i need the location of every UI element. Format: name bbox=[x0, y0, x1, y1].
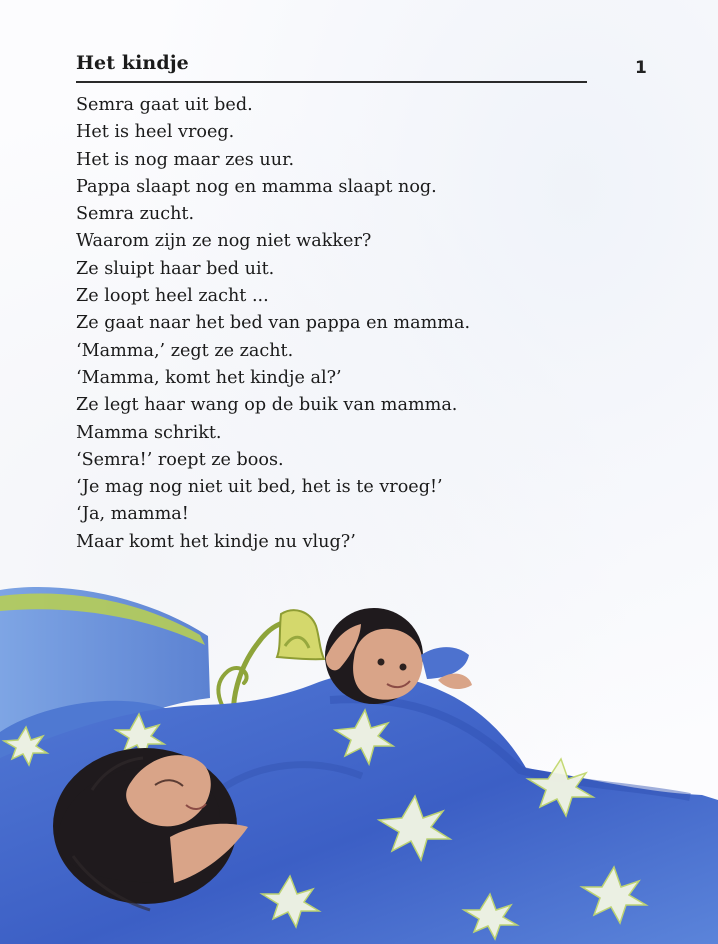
bedroom-illustration bbox=[0, 580, 718, 944]
story-line: ‘Je mag nog niet uit bed, het is te vroeg!’ bbox=[76, 477, 443, 498]
child-sleeve bbox=[421, 647, 469, 679]
story-line: ‘Semra!’ roept ze boos. bbox=[76, 449, 284, 470]
story-line: Pappa slaapt nog en mamma slaapt nog. bbox=[76, 176, 437, 197]
title-rule bbox=[76, 81, 587, 83]
story-line: Maar komt het kindje nu vlug?’ bbox=[76, 531, 356, 552]
page-number: 1 bbox=[635, 58, 647, 78]
story-line: Het is nog maar zes uur. bbox=[76, 149, 295, 170]
child-face bbox=[353, 629, 422, 700]
story-line: ‘Ja, mamma! bbox=[76, 504, 189, 525]
page-title: Het kindje bbox=[76, 52, 189, 74]
story-line: Mamma schrikt. bbox=[76, 422, 222, 443]
story-line: Semra gaat uit bed. bbox=[76, 95, 253, 115]
story-line: Waarom zijn ze nog niet wakker? bbox=[76, 231, 372, 252]
story-line: ‘Mamma, komt het kindje al?’ bbox=[76, 367, 342, 388]
story-line: Semra zucht. bbox=[76, 204, 195, 225]
story-text bbox=[76, 92, 636, 556]
child-eye bbox=[400, 664, 407, 671]
story-line: ‘Mamma,’ zegt ze zacht. bbox=[76, 340, 294, 361]
child-eye bbox=[378, 659, 385, 666]
story-line: Ze sluipt haar bed uit. bbox=[76, 258, 275, 279]
story-line: Ze loopt heel zacht ... bbox=[76, 286, 269, 307]
flower-bell bbox=[277, 610, 324, 659]
story-line: Ze legt haar wang op de buik van mamma. bbox=[76, 395, 458, 416]
story-line: Het is heel vroeg. bbox=[76, 122, 235, 143]
story-line: Ze gaat naar het bed van pappa en mamma. bbox=[76, 313, 471, 334]
